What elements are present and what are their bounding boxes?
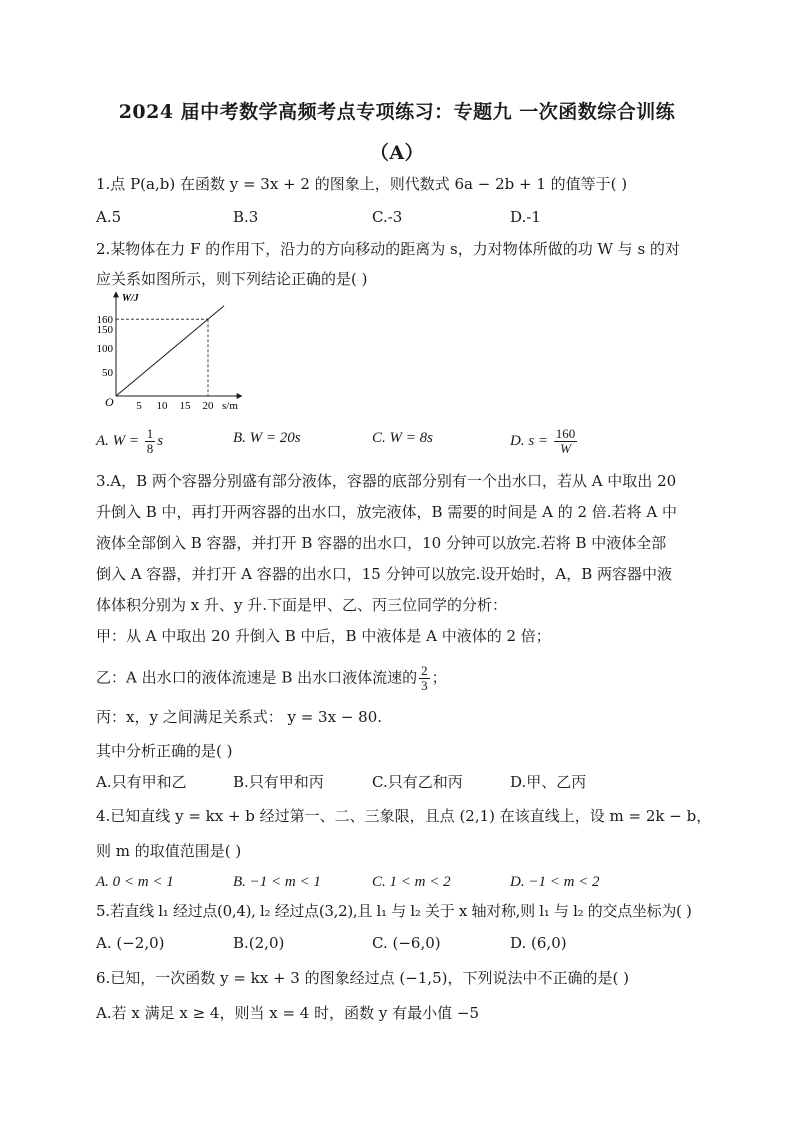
q3-yi-prefix: 乙：A 出水口的液体流速是 B 出水口液体流速的 bbox=[96, 668, 418, 687]
q2-option-a-num: 1 bbox=[146, 426, 154, 441]
q1-option-d: D.-1 bbox=[510, 208, 541, 226]
q6-option-a: A.若 x 满足 x ≥ 4，则当 x = 4 时，函数 y 有最小值 −5 bbox=[96, 1004, 480, 1022]
q3-line2: 升倒入 B 中，再打开两容器的出水口，放完液体，B 需要的时间是 A 的 2 倍.若将 A 中 bbox=[96, 503, 677, 521]
q3-line4: 倒入 A 容器，并打开 A 容器的出水口，15 分钟可以放完.设开始时，A，B 两容器中液 bbox=[96, 565, 672, 583]
q1-option-b: B.3 bbox=[233, 208, 259, 226]
q3-option-d: D.甲、乙丙 bbox=[510, 773, 587, 791]
q3-yi bbox=[96, 664, 706, 693]
page-subtitle: （A） bbox=[369, 142, 425, 164]
q3-yi-den: 3 bbox=[421, 678, 428, 693]
q2-option-a bbox=[96, 427, 163, 456]
q2-option-a-prefix: A. W = bbox=[96, 432, 143, 449]
q5-option-b: B.(2,0) bbox=[233, 934, 285, 952]
y-tick-50: 50 bbox=[102, 367, 113, 379]
q4-option-c: C. 1 < m < 2 bbox=[372, 874, 451, 890]
q2-stem-line2: 应关系如图所示，则下列结论正确的是( ) bbox=[96, 270, 368, 288]
q5-option-c: C. (−6,0) bbox=[372, 934, 441, 952]
q3-yi-suffix: ； bbox=[431, 668, 447, 687]
q3-bing: 丙：x，y 之间满足关系式： y = 3x − 80. bbox=[96, 708, 383, 726]
q5-stem: 5.若直线 l₁ 经过点(0,4), l₂ 经过点(3,2),且 l₁ 与 l₂ 关于 x 轴对称,则 l₁ 与 l₂ 的交点坐标为( ) bbox=[96, 902, 692, 920]
q3-option-c: C.只有乙和丙 bbox=[372, 773, 463, 791]
q2-option-c: C. W = 8s bbox=[372, 430, 433, 446]
q5-option-d: D. (6,0) bbox=[510, 934, 567, 952]
y-axis-label: W/J bbox=[122, 293, 139, 304]
q5-option-a: A. (−2,0) bbox=[96, 934, 165, 952]
q3-ask: 其中分析正确的是( ) bbox=[96, 742, 233, 760]
x-tick-15: 15 bbox=[179, 400, 191, 412]
q3-line5: 体体积分别为 x 升、y 升.下面是甲、乙、丙三位同学的分析： bbox=[96, 596, 508, 614]
q3-option-b: B.只有甲和丙 bbox=[233, 773, 324, 791]
q3-line1: 3.A，B 两个容器分别盛有部分液体，容器的底部分别有一个出水口，若从 A 中取出 20 bbox=[96, 472, 677, 490]
q3-yi-num: 2 bbox=[421, 663, 428, 678]
q2-graph bbox=[88, 288, 248, 416]
q2-option-a-suffix: s bbox=[157, 432, 164, 449]
q6-stem: 6.已知，一次函数 y = kx + 3 的图象经过点 (−1,5)，下列说法中不正确的是( ) bbox=[96, 969, 629, 987]
q3-line3: 液体全部倒入 B 容器，并打开 B 容器的出水口，10 分钟可以放完.若将 B 中液体全部 bbox=[96, 534, 667, 552]
origin-label: O bbox=[105, 395, 114, 409]
q2-option-d-num: 160 bbox=[555, 426, 576, 441]
q3-jia: 甲：从 A 中取出 20 升倒入 B 中后，B 中液体是 A 中液体的 2 倍； bbox=[96, 627, 551, 645]
y-tick-100: 100 bbox=[96, 343, 113, 355]
x-tick-10: 10 bbox=[156, 400, 168, 412]
q3-option-a: A.只有甲和乙 bbox=[96, 773, 187, 791]
q4-line2: 则 m 的取值范围是( ) bbox=[96, 842, 242, 860]
q1-option-c: C.-3 bbox=[372, 208, 403, 226]
page-title: 2024 届中考数学高频考点专项练习：专题九 一次函数综合训练 bbox=[118, 101, 676, 123]
q2-option-d-prefix: D. s = bbox=[510, 432, 552, 449]
q4-line1: 4.已知直线 y = kx + b 经过第一、二、三象限，且点 (2,1) 在该直线上，设 m = 2k − b， bbox=[96, 807, 712, 825]
q1-option-a: A.5 bbox=[96, 208, 122, 226]
q2-option-b: B. W = 20s bbox=[233, 430, 301, 446]
x-tick-20: 20 bbox=[202, 400, 214, 412]
q2-option-d-den: W bbox=[560, 441, 571, 456]
q2-option-d bbox=[510, 427, 579, 456]
y-tick-150: 150 bbox=[96, 324, 113, 336]
q4-option-a: A. 0 < m < 1 bbox=[96, 874, 174, 890]
q4-option-b: B. −1 < m < 1 bbox=[233, 874, 321, 890]
q1-stem: 1.点 P(a,b) 在函数 y = 3x + 2 的图象上，则代数式 6a − 2b + 1 的值等于( ) bbox=[96, 175, 628, 193]
q2-stem-line1: 2.某物体在力 F 的作用下，沿力的方向移动的距离为 s，力对物体所做的功 W 与 s 的对 bbox=[96, 240, 680, 258]
y-tick-160: 160 bbox=[96, 314, 113, 327]
x-tick-5: 5 bbox=[136, 400, 142, 412]
q4-option-d: D. −1 < m < 2 bbox=[510, 874, 600, 890]
q2-option-a-den: 8 bbox=[146, 441, 154, 456]
x-axis-label: s/m bbox=[222, 400, 238, 412]
